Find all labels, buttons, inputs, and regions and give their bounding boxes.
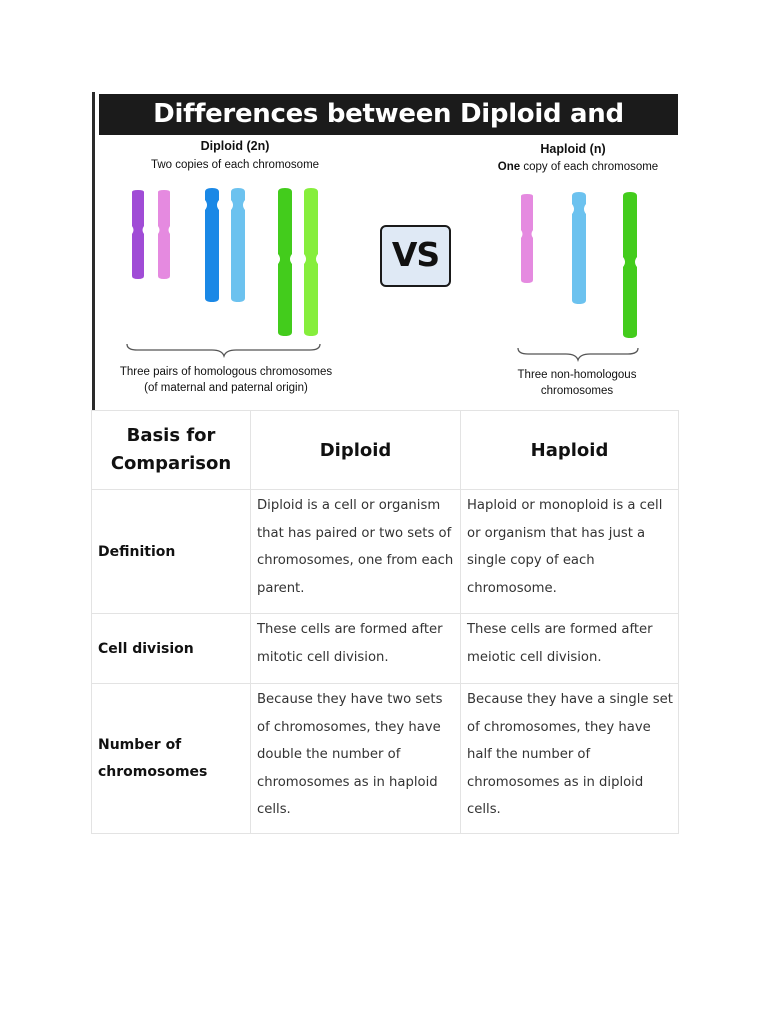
row-diploid-value: Diploid is a cell or organism that has paired or two sets of chromosomes, one from each parent. (251, 490, 461, 614)
chromosome-green (278, 188, 292, 336)
haploid-title: Haploid (n) (540, 142, 606, 156)
row-haploid-value: Haploid or monoploid is a cell or organism that has just a single copy of each chromosome. (461, 490, 679, 614)
comparison-table (91, 410, 679, 834)
chromosome-green (623, 192, 637, 338)
haploid-caption: Three non-homologous chromosomes (517, 369, 637, 397)
row-haploid-value: These cells are formed after meiotic cell division. (461, 614, 679, 684)
header-haploid: Haploid (461, 411, 679, 490)
haploid-chromosomes (521, 192, 637, 338)
table-row (92, 490, 679, 614)
chromosome-pink (158, 190, 170, 279)
row-basis: Definition (92, 490, 251, 614)
table-header-row (92, 411, 679, 490)
chromosome-light-blue (231, 188, 245, 302)
header-basis: Basis for Comparison (92, 411, 251, 490)
diploid-haploid-figure (92, 92, 678, 410)
diploid-brace (127, 344, 320, 356)
haploid-brace (518, 348, 638, 360)
haploid-subtitle: One copy of each chromosome (497, 161, 659, 173)
figure-title: Differences between Diploid and Haploid (99, 94, 678, 135)
diploid-title: Diploid (2n) (200, 139, 270, 153)
row-diploid-value: Because they have two sets of chromosomes, they have double the number of chromosomes as in haploid cells. (251, 684, 461, 834)
table-row (92, 684, 679, 834)
header-diploid: Diploid (251, 411, 461, 490)
row-basis: Cell division (92, 614, 251, 684)
row-haploid-value: Because they have a single set of chromosomes, they have half the number of chromosomes as in diploid cells. (461, 684, 679, 834)
chromosome-light-green (304, 188, 318, 336)
diploid-chromosomes (132, 188, 318, 336)
chromosome-blue (205, 188, 219, 302)
diploid-caption: Three pairs of homologous chromosomes (of maternal and paternal origin) (119, 366, 333, 394)
table-row (92, 614, 679, 684)
row-diploid-value: These cells are formed after mitotic cell division. (251, 614, 461, 684)
chromosome-pink (521, 194, 533, 283)
diploid-subtitle: Two copies of each chromosome (150, 159, 320, 171)
chromosome-light-blue (572, 192, 586, 304)
vs-badge: VS (380, 225, 451, 287)
row-basis: Number of chromosomes (92, 684, 251, 834)
chromosome-purple (132, 190, 144, 279)
